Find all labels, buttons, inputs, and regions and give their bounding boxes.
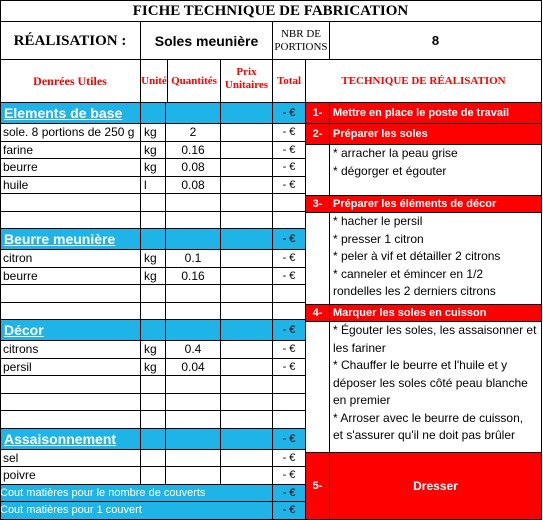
blank-row: [141, 285, 166, 303]
column-header-total: Total: [273, 60, 306, 103]
section-title: Beurre meunière: [0, 229, 141, 250]
section-unit-cell: [141, 229, 166, 250]
ingredient-price: [221, 450, 273, 468]
ingredient-unit: [141, 450, 166, 468]
step-title: Préparer les soles: [330, 124, 542, 145]
blank-row: [221, 411, 273, 429]
blank-row: [0, 212, 141, 230]
ingredient-total: - €: [273, 159, 306, 177]
blank-row: [273, 212, 306, 230]
section-title: Assaisonnement: [0, 429, 141, 450]
blank-row: [273, 394, 306, 412]
cost-total-value: - €: [273, 485, 306, 503]
step-number-spacer: [306, 145, 330, 196]
blank-row: [0, 376, 141, 394]
ingredient-total: - €: [273, 268, 306, 286]
section-unit-cell: [141, 320, 166, 341]
blank-row: [141, 303, 166, 321]
step-number: 3-: [306, 196, 330, 213]
ingredient-price: [221, 142, 273, 160]
blank-row: [273, 194, 306, 212]
section-qty-cell: [166, 429, 221, 450]
section-price-cell: [221, 229, 273, 250]
step-number-spacer: [306, 213, 330, 305]
step-line: * Égouter les soles, les assaisonner et: [333, 323, 537, 337]
ingredient-qty: 0.08: [166, 159, 221, 177]
ingredient-name: beurre: [0, 268, 141, 286]
ingredient-price: [221, 124, 273, 142]
ingredient-name: beurre: [0, 159, 141, 177]
blank-row: [221, 212, 273, 230]
ingredient-unit: kg: [141, 142, 166, 160]
ingredient-total: - €: [273, 250, 306, 268]
section-price-cell: [221, 320, 273, 341]
step-title: Marquer les soles en cuisson: [330, 305, 542, 322]
step-number: 1-: [306, 103, 330, 124]
ingredient-name: citrons: [0, 341, 141, 359]
section-qty-cell: [166, 229, 221, 250]
ingredient-total: - €: [273, 142, 306, 160]
section-total: - €: [273, 320, 306, 341]
blank-row: [221, 376, 273, 394]
ingredient-total: - €: [273, 359, 306, 377]
ingredient-unit: kg: [141, 268, 166, 286]
blank-row: [221, 285, 273, 303]
ingredient-unit: kg: [141, 250, 166, 268]
ingredient-qty: 0.04: [166, 359, 221, 377]
step-line: rondelles les 2 derniers citrons: [333, 284, 496, 298]
step-body: [330, 145, 542, 196]
portions-label: NBR DE PORTIONS: [273, 22, 330, 60]
section-title: Décor: [0, 320, 141, 341]
step-line: en premier: [333, 393, 391, 407]
ingredient-qty: 0.16: [166, 268, 221, 286]
section-unit-cell: [141, 103, 166, 124]
ingredient-price: [221, 341, 273, 359]
step-line: les fariner: [333, 340, 386, 355]
blank-row: [0, 194, 141, 212]
cost-unit-label: Cout matières pour 1 couvert: [0, 502, 273, 520]
step-line: * hacher le persil: [333, 214, 423, 228]
ingredient-name: huile: [0, 177, 141, 195]
ingredient-name: persil: [0, 359, 141, 377]
ingredient-name: farine: [0, 142, 141, 160]
step-line: * arracher la peau grise: [333, 146, 458, 160]
ingredient-name: poivre: [0, 467, 141, 485]
ingredient-name: sel: [0, 450, 141, 468]
realisation-label: RÉALISATION :: [0, 22, 141, 60]
section-qty-cell: [166, 103, 221, 124]
realisation-value: Soles meunière: [141, 22, 273, 60]
step-line: déposer les soles côté peau blanche: [333, 375, 528, 390]
blank-row: [0, 303, 141, 321]
ingredient-unit: kg: [141, 341, 166, 359]
cost-unit-value: - €: [273, 502, 306, 520]
ingredient-price: [221, 359, 273, 377]
ingredient-qty: 2: [166, 124, 221, 142]
column-header-technique: TECHNIQUE DE RÉALISATION: [306, 60, 542, 103]
blank-row: [141, 411, 166, 429]
blank-row: [221, 303, 273, 321]
blank-row: [166, 394, 221, 412]
ingredient-total: - €: [273, 341, 306, 359]
ingredient-total: - €: [273, 450, 306, 468]
blank-row: [221, 194, 273, 212]
section-qty-cell: [166, 320, 221, 341]
ingredient-qty: 0.08: [166, 177, 221, 195]
blank-row: [221, 394, 273, 412]
column-header-quantites: Quantités: [168, 60, 221, 103]
step-body: [330, 322, 542, 453]
ingredient-price: [221, 268, 273, 286]
ingredient-name: citron: [0, 250, 141, 268]
step-title: Mettre en place le poste de travail: [330, 103, 542, 124]
blank-row: [0, 411, 141, 429]
blank-row: [0, 285, 141, 303]
section-unit-cell: [141, 429, 166, 450]
blank-row: [141, 212, 166, 230]
blank-row: [141, 376, 166, 394]
step-line: * presser 1 citron: [333, 231, 424, 246]
ingredient-total: - €: [273, 467, 306, 485]
step-number-spacer: [306, 322, 330, 453]
ingredient-total: - €: [273, 177, 306, 195]
ingredient-unit: [141, 467, 166, 485]
blank-row: [141, 394, 166, 412]
step-line: * Chauffer le beurre et l'huile et y: [333, 358, 508, 372]
ingredient-qty: [166, 450, 221, 468]
step-line: * peler à vif et détailler 2 citrons: [333, 249, 501, 263]
step-line: et s'assurer qu'il ne doit pas brûler: [333, 428, 516, 442]
ingredient-unit: kg: [141, 124, 166, 142]
blank-row: [273, 285, 306, 303]
ingredient-name: sole. 8 portions de 250 g: [0, 124, 141, 142]
blank-row: [166, 285, 221, 303]
section-total: - €: [273, 429, 306, 450]
ingredient-qty: 0.16: [166, 142, 221, 160]
ingredient-unit: kg: [141, 159, 166, 177]
ingredient-qty: [166, 467, 221, 485]
ingredient-price: [221, 159, 273, 177]
ingredient-qty: 0.4: [166, 341, 221, 359]
column-header-denrees: Denrées Utiles: [0, 60, 141, 103]
section-price-cell: [221, 103, 273, 124]
ingredient-price: [221, 467, 273, 485]
blank-row: [273, 411, 306, 429]
column-header-unite: Unité: [141, 60, 168, 103]
blank-row: [166, 212, 221, 230]
step-line: * dégorger et égouter: [333, 163, 447, 178]
ingredient-total: - €: [273, 124, 306, 142]
ingredient-price: [221, 177, 273, 195]
ingredient-price: [221, 250, 273, 268]
column-header-prix: Prix Unitaires: [221, 60, 273, 103]
blank-row: [141, 194, 166, 212]
ingredient-unit: l: [141, 177, 166, 195]
step-body: [330, 213, 542, 305]
blank-row: [166, 194, 221, 212]
ingredient-unit: kg: [141, 359, 166, 377]
portions-value: 8: [330, 22, 542, 60]
blank-row: [166, 303, 221, 321]
step-title: Préparer les éléments de décor: [330, 196, 542, 213]
section-title: Elements de base: [0, 103, 141, 124]
cost-total-label: Cout matières pour le nombre de couverts: [0, 485, 273, 503]
blank-row: [273, 376, 306, 394]
step-number: 2-: [306, 124, 330, 145]
ingredient-qty: 0.1: [166, 250, 221, 268]
section-price-cell: [221, 429, 273, 450]
step-line: * Arroser avec le beurre de cuisson,: [333, 410, 524, 425]
step-title-dresser: Dresser: [330, 453, 542, 520]
blank-row: [166, 376, 221, 394]
step-line: * canneler et émincer en 1/2: [333, 266, 484, 281]
page-title: FICHE TECHNIQUE DE FABRICATION: [0, 0, 542, 22]
step-number: 4-: [306, 305, 330, 322]
blank-row: [273, 303, 306, 321]
blank-row: [0, 394, 141, 412]
section-total: - €: [273, 229, 306, 250]
section-total: - €: [273, 103, 306, 124]
blank-row: [166, 411, 221, 429]
step-number: 5-: [306, 453, 330, 520]
